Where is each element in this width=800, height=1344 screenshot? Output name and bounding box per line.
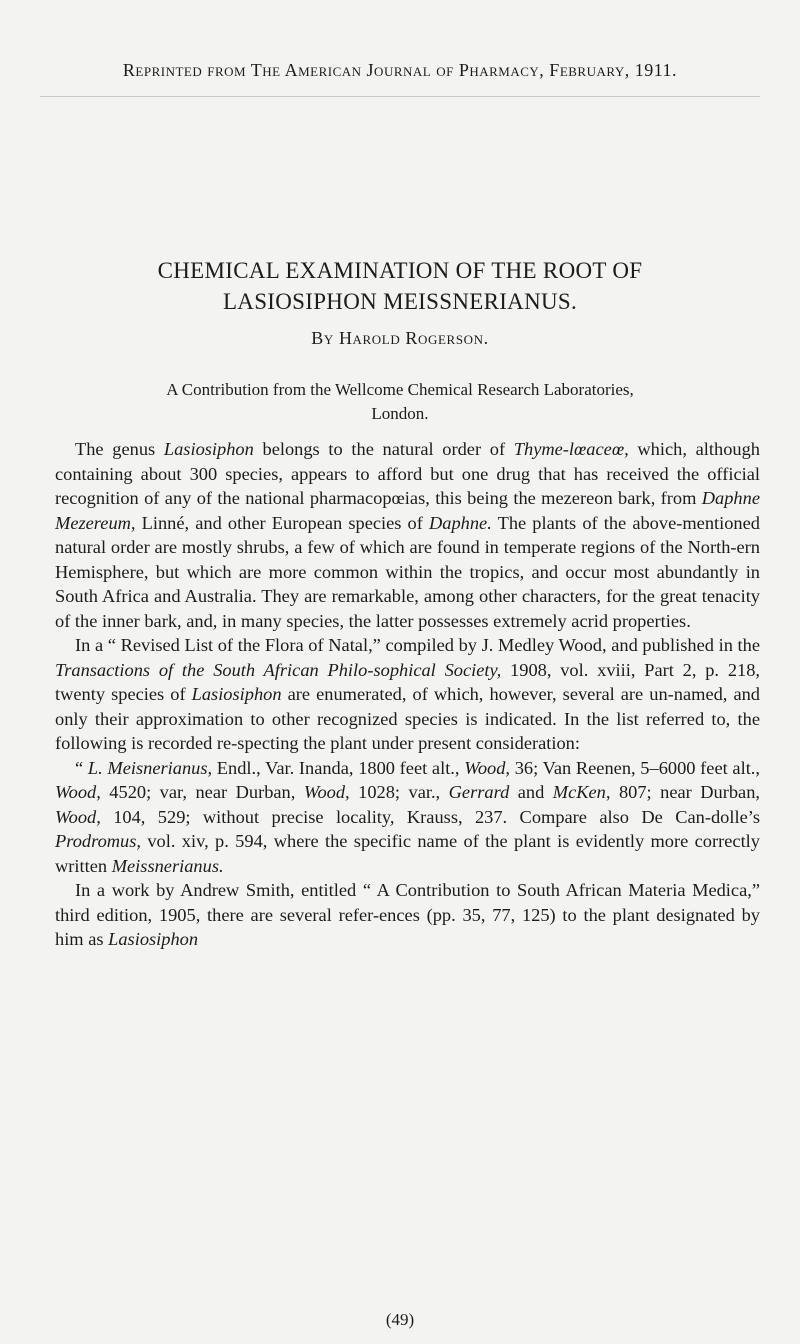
contribution-line-2: London. [371,404,429,423]
article-title [60,255,740,317]
text-run: which, although containing about 300 species, appears to afford but one drug that has received the official recognition of any of the national pharmacopœias, this being the mezereon bark, from [55,439,760,508]
italic-run: Wood, [464,757,511,778]
text-run: Linné, and other European species of [135,512,429,533]
text-run: 1908, vol. xviii, Part 2, p. 218, twenty species of [55,659,760,704]
text-run: belongs to the natural order of [253,439,514,459]
text-run: In a “ Revised List of the Flora of Natal,” compiled by J. Medley Wood, and published in the [75,635,760,655]
italic-run: Lasiosiphon [108,929,199,949]
text-run: 4520; var, near Durban, [100,782,304,802]
text-run: The genus [75,439,164,459]
page-number: (49) [385,1310,415,1329]
italic-run: Meissnerianus. [111,855,224,876]
text-run: 36; Van Reenen, 5–6000 feet alt., [510,757,760,778]
text-run: 807; near Durban, [610,782,760,802]
italic-run: Lasiosiphon [191,684,282,704]
italic-run: Transactions of the South African Philo-sophical Society, [55,659,502,680]
text-run: 104, 529; without precise locality, Krauss, 237. Compare also De Can-dolle’s [100,806,760,827]
paragraph-3-quotation [55,756,760,879]
header-rule [40,96,760,97]
italic-run: McKen, [552,782,611,802]
paragraph-1 [55,437,760,633]
contribution-line-1: A Contribution from the Wellcome Chemical Research Laboratories, [166,380,634,399]
italic-run: Wood, [55,782,101,802]
article-body [55,437,760,952]
italic-run: Daphne. [428,512,492,533]
text-run: vol. xiv, p. 594, where the specific name of the plant is evidently more correctly written [55,831,760,876]
text-run: The plants of the above-mentioned natural order are mostly shrubs, a few of which are found in temperate regions of the North-ern Hemisphere, but which are more common within the tropics, and occur most abundantly in South Africa and Australia. They are remarkable, among other characters, for the great tenacity of the inner bark, and, in many species, the latter possesses extremely acrid properties. [55,512,760,631]
italic-run: Gerrard [448,782,510,802]
paragraph-4 [55,878,760,952]
text-run: and [509,782,553,802]
contribution-note [80,378,720,426]
italic-run: Daphne Mezereum, [55,488,760,533]
italic-run: Wood, [303,782,350,802]
text-run: 1028; var., [349,782,449,802]
author-byline: By Harold Rogerson. [311,328,489,348]
title-line-1: CHEMICAL EXAMINATION OF THE ROOT OF [157,258,643,283]
italic-run: L. Meisnerianus, [87,757,213,778]
text-run: are enumerated, of which, however, several are un-named, and only their approximation to other recognized species is indicated. In the list referred to, the following is recorded re-specting the plant under present consideration: [55,684,760,753]
title-line-2: LASIOSIPHON MEISSNERIANUS. [222,289,578,314]
italic-run: Wood, [55,806,101,827]
paragraph-2 [55,633,760,756]
text-run: “ [75,757,88,778]
italic-run: Lasiosiphon [163,439,254,459]
reprint-header: Reprinted from The American Journal of Pharmacy, February, 1911. [122,60,678,80]
italic-run: Thyme-lœaceœ, [513,439,629,459]
text-run: In a work by Andrew Smith, entitled “ A Contribution to South African Materia Medica,” third edition, 1905, there are several refer-ences (pp. 35, 77, 125) to the plant designated by him as [55,880,760,949]
italic-run: Prodromus, [55,831,141,851]
text-run: Endl., Var. Inanda, 1800 feet alt., [212,757,465,778]
